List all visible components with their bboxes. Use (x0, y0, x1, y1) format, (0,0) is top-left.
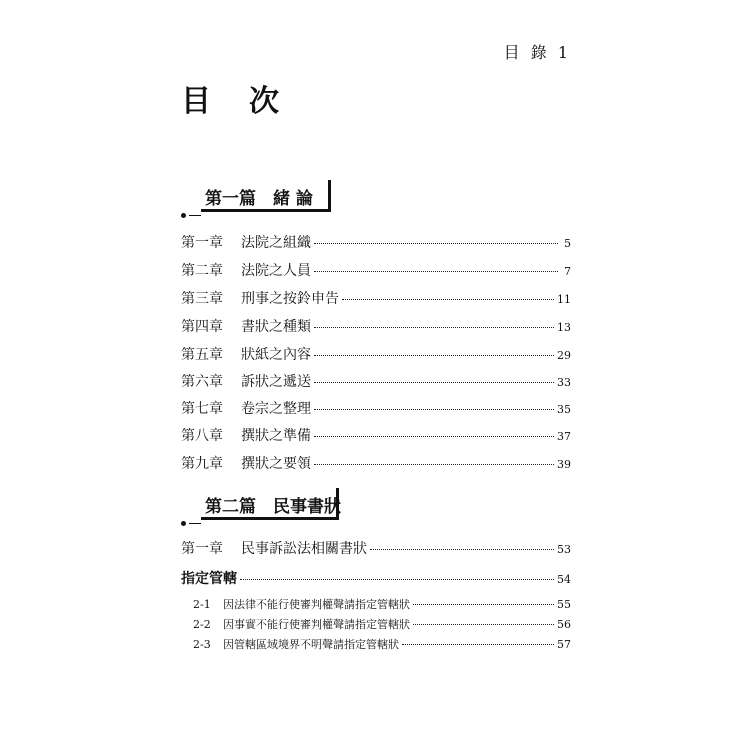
section-title: 指定管轄 (181, 571, 237, 587)
toc-entry[interactable] (181, 232, 571, 252)
toc-subentry[interactable] (181, 596, 571, 616)
chapter-title: 刑事之按鈴申告 (241, 291, 339, 307)
part-leader-line (189, 215, 201, 216)
page-number: 35 (557, 403, 571, 416)
dot-leader (402, 644, 554, 645)
dot-leader (314, 243, 558, 244)
page-number: 33 (557, 376, 571, 389)
dot-leader (314, 436, 554, 437)
running-head: 目 錄 1 (503, 43, 571, 62)
toc-entry[interactable] (181, 316, 571, 336)
toc-section[interactable] (181, 568, 571, 588)
chapter-number: 第一章 (181, 541, 223, 557)
chapter-number: 第四章 (181, 319, 223, 335)
dot-leader (240, 579, 554, 580)
bullet-dot (181, 213, 186, 218)
bullet-dot (181, 521, 186, 526)
page-number: 13 (557, 321, 571, 334)
page-number: 29 (557, 349, 571, 362)
chapter-title: 法院之組織 (241, 235, 311, 251)
subentry-title: 因法律不能行使審判權聲請指定管轄狀 (223, 598, 410, 611)
page-number: 57 (557, 638, 571, 651)
toc-subentry[interactable] (181, 636, 571, 656)
toc-entry[interactable] (181, 288, 571, 308)
chapter-title: 民事訴訟法相關書狀 (241, 541, 367, 557)
dot-leader (413, 624, 554, 625)
chapter-title: 撰狀之要領 (241, 456, 311, 472)
toc-entry[interactable] (181, 425, 571, 445)
subentry-title: 因事實不能行使審判權聲請指定管轄狀 (223, 618, 410, 631)
chapter-title: 狀紙之內容 (241, 347, 311, 363)
chapter-title: 撰狀之準備 (241, 428, 311, 444)
chapter-number: 第二章 (181, 263, 223, 279)
dot-leader (413, 604, 554, 605)
page-number: 11 (557, 293, 571, 306)
dot-leader (314, 464, 554, 465)
dot-leader (314, 409, 554, 410)
subentry-number: 2-3 (193, 638, 211, 651)
toc-entry[interactable] (181, 371, 571, 391)
subentry-title: 因管轄區域境界不明聲請指定管轄狀 (223, 638, 399, 651)
chapter-title: 法院之人員 (241, 263, 311, 279)
chapter-number: 第一章 (181, 235, 223, 251)
part-leader-line (189, 523, 201, 524)
toc-entry[interactable] (181, 453, 571, 473)
subentry-number: 2-1 (193, 598, 211, 611)
toc-entry[interactable] (181, 344, 571, 364)
chapter-number: 第七章 (181, 401, 223, 417)
dot-leader (314, 355, 554, 356)
page-number: 54 (557, 573, 571, 586)
chapter-number: 第八章 (181, 428, 223, 444)
toc-entry[interactable] (181, 398, 571, 418)
page-number: 5 (564, 237, 571, 250)
chapter-number: 第九章 (181, 456, 223, 472)
dot-leader (370, 549, 554, 550)
page-title: 目 次 (181, 84, 283, 119)
page-number: 39 (557, 458, 571, 471)
part-heading (181, 488, 339, 520)
chapter-number: 第三章 (181, 291, 223, 307)
chapter-title: 卷宗之整理 (241, 401, 311, 417)
toc-entry[interactable] (181, 538, 571, 558)
chapter-title: 訴狀之遞送 (241, 374, 311, 390)
page-number: 53 (557, 543, 571, 556)
toc-entry[interactable] (181, 260, 571, 280)
dot-leader (314, 382, 554, 383)
dot-leader (342, 299, 554, 300)
dot-leader (314, 327, 554, 328)
toc-subentry[interactable] (181, 616, 571, 636)
part-title: 第一篇 緒 論 (205, 189, 313, 209)
dot-leader (314, 271, 558, 272)
part-heading (181, 180, 331, 212)
chapter-number: 第六章 (181, 374, 223, 390)
subentry-number: 2-2 (193, 618, 211, 631)
chapter-title: 書狀之種類 (241, 319, 311, 335)
part-title: 第二篇 民事書狀 (205, 497, 341, 517)
page-number: 37 (557, 430, 571, 443)
page-number: 56 (557, 618, 571, 631)
chapter-number: 第五章 (181, 347, 223, 363)
page-number: 7 (564, 265, 571, 278)
page-number: 55 (557, 598, 571, 611)
